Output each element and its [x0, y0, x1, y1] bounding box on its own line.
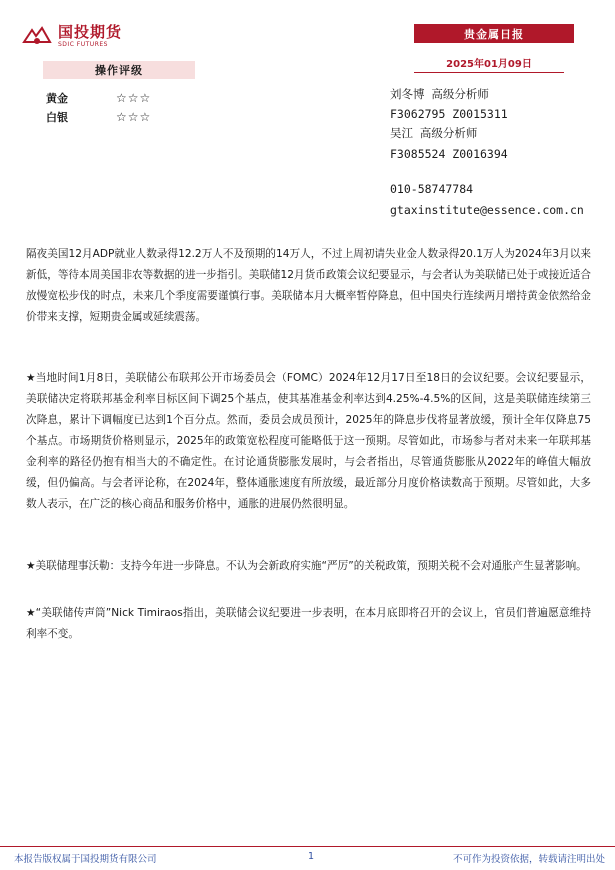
- logo-english: SDIC FUTURES: [58, 40, 108, 48]
- logo-chinese: 国投期货: [58, 22, 123, 41]
- contact-phone: 010-58747784: [390, 182, 474, 196]
- rating-label: 白银: [46, 111, 68, 124]
- paragraph-text: ★美联储理事沃勒：支持今年进一步降息。不认为会新政府实施“严厉”的关税政策，预期关税不会对通胀产生显著影响。: [26, 560, 587, 572]
- paragraph-fomc-minutes: [26, 368, 591, 515]
- contact-email[interactable]: gtaxinstitute@essence.com.cn: [390, 203, 584, 217]
- paragraph-timiraos: [26, 603, 591, 645]
- paragraph-text: ★当地时间1月8日，美联储公布联邦公开市场委员会（FOMC）2024年12月17日至18日的会议纪要。会议纪要显示，美联储决定将联邦基金利率目标区间下调25个基点，使其基准基金利率达到4.25%-4.5%的区间，这是美联储连续第三次降息，累计下调幅度已达到1个百分点。然而，委员会成员预计，2025年的降息步伐将显著放缓，预计全年仅降息75个基点。市场期货价格则显示，2025年的政策宽松程度可能略低于这一预期。尽管如此，市场参与者对未来一年联邦基金利率的路径仍抱有相当大的不确定性。在讨论通货膨胀发展时，与会者指出，尽管通货膨胀从2022年的峰值大幅放缓，但仍偏高。与会者评论称，在2024年，整体通胀速度有所放缓，最近部分月度价格读数高于预期。尽管如此，大多数人表示，在广泛的核心商品和服务价格中，通胀的进展仍然很明显。: [26, 372, 591, 510]
- star-rating-icon: ☆☆☆: [116, 110, 152, 124]
- report-title: 贵金属日报: [414, 24, 574, 43]
- footer-copyright: 本报告版权属于国投期货有限公司: [14, 854, 157, 865]
- footer-page-number: 1: [308, 851, 315, 862]
- star-rating-icon: ☆☆☆: [116, 91, 152, 105]
- paragraph-summary: [26, 244, 591, 328]
- analyst-1-id: F3062795 Z0015311: [390, 107, 508, 121]
- analyst-1-name: 刘冬博 高级分析师: [390, 87, 489, 101]
- report-date: 2025年01月09日: [414, 55, 564, 73]
- rating-heading: 操作评级: [43, 61, 195, 79]
- footer-disclaimer: 不可作为投资依据，转载请注明出处: [453, 854, 606, 865]
- company-logo: [22, 24, 152, 48]
- rating-row-silver: [46, 109, 206, 125]
- footer-divider: [0, 846, 615, 847]
- rating-label: 黄金: [46, 92, 68, 105]
- paragraph-text: ★“美联储传声筒”Nick Timiraos指出，美联储会议纪要进一步表明，在本月底即将召开的会议上，官员们普遍愿意维持利率不变。: [26, 607, 591, 640]
- paragraph-text: 隔夜美国12月ADP就业人数录得12.2万人不及预期的14万人，不过上周初请失业金人数录得20.1万人为2024年3月以来新低，等待本周美国非农等数据的进一步指引。美联储12月货币政策会议纪要显示，与会者认为美联储已处于或接近适合放慢宽松步伐的时点，未来几个季度需要谨慎行事。美联储本月大概率暂停降息，但中国央行连续两月增持黄金依然给金价带来支撑，短期贵金属或延续震荡。: [26, 248, 591, 323]
- analyst-2-id: F3085524 Z0016394: [390, 147, 508, 161]
- paragraph-waller: [26, 556, 591, 577]
- rating-row-gold: [46, 90, 206, 106]
- analyst-2-name: 吴江 高级分析师: [390, 126, 478, 140]
- logo-mark-icon: [22, 26, 52, 46]
